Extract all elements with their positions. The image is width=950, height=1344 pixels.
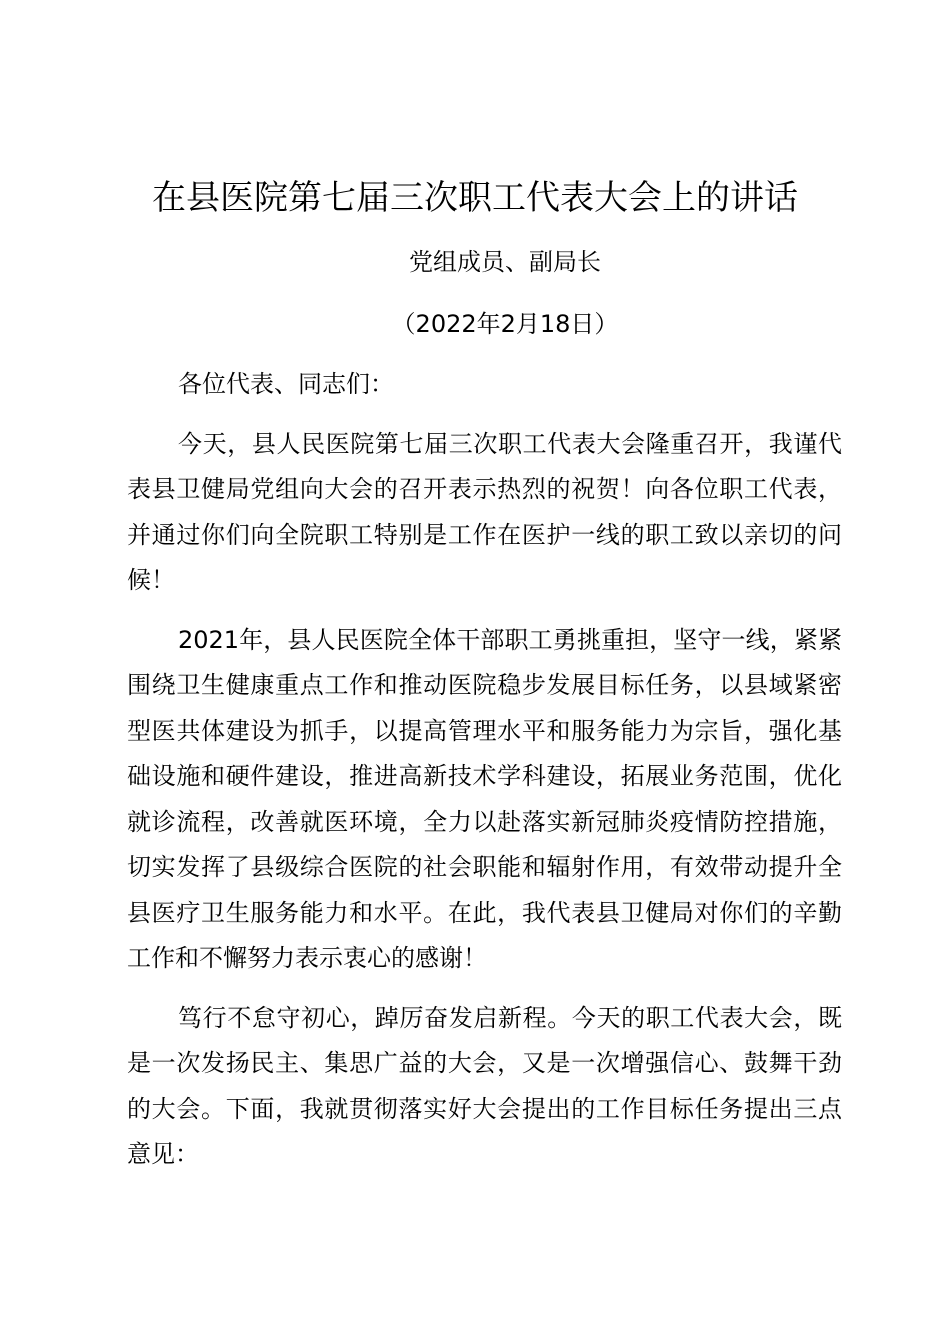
- paragraph-greeting: 今天，县人民医院第七届三次职工代表大会隆重召开，我谨代表县卫健局党组向大会的召开表示热烈的祝贺！向各位职工代表，并通过你们向全院职工特别是工作在医护一线的职工致以亲切的问候！: [127, 429, 842, 594]
- salutation: 各位代表、同志们：: [178, 370, 394, 398]
- speech-date: （2022年2月18日）: [391, 310, 619, 338]
- document-title: 在县医院第七届三次职工代表大会上的讲话: [152, 178, 798, 218]
- paragraph-opinions-intro: 笃行不怠守初心，踔厉奋发启新程。今天的职工代表大会，既是一次发扬民主、集思广益的大会，又是一次增强信心、鼓舞干劲的大会。下面，我就贯彻落实好大会提出的工作目标任务提出三点意见：: [127, 1003, 842, 1168]
- speech-body: [127, 362, 842, 1192]
- speaker-position: 党组成员、副局长: [409, 248, 601, 276]
- paragraph-achievements: 2021年，县人民医院全体干部职工勇挑重担，坚守一线，紧紧围绕卫生健康重点工作和推动医院稳步发展目标任务，以县域紧密型医共体建设为抓手，以提高管理水平和服务能力为宗旨，强化基础设施和硬件建设，推进高新技术学科建设，拓展业务范围，优化就诊流程，改善就医环境，全力以赴落实新冠肺炎疫情防控措施，切实发挥了县级综合医院的社会职能和辐射作用，有效带动提升全县医疗卫生服务能力和水平。在此，我代表县卫健局对你们的辛勤工作和不懈努力表示衷心的感谢！: [127, 625, 842, 972]
